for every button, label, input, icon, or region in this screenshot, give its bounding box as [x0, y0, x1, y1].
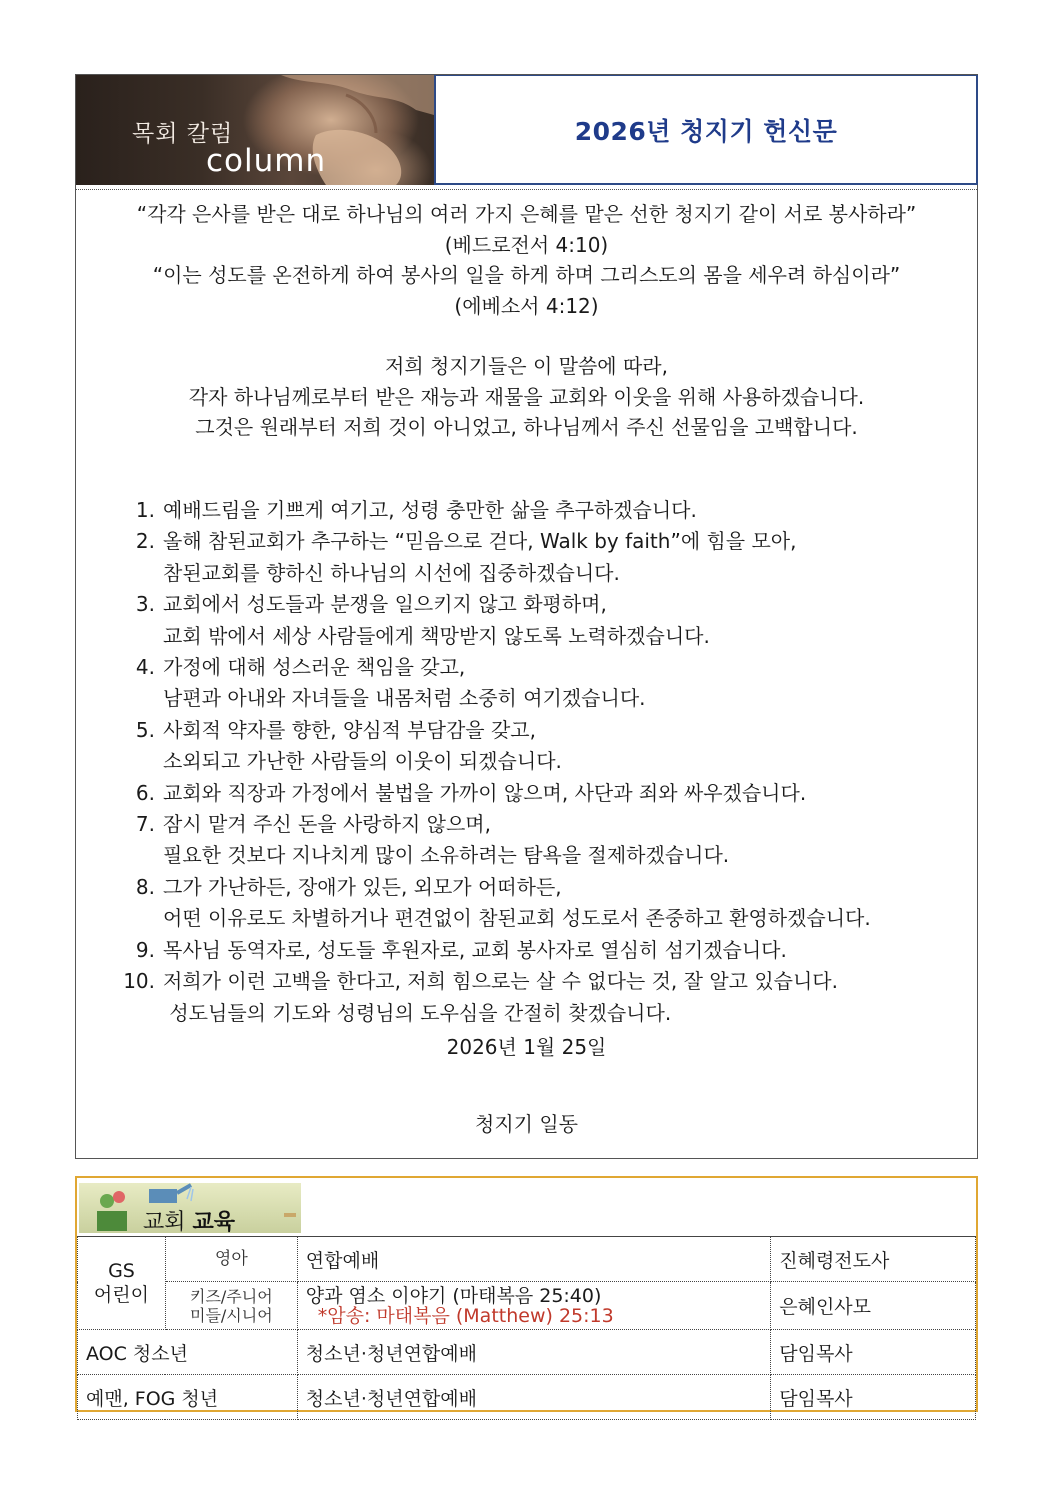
pledge-number: 8.	[135, 874, 155, 899]
pledge-item	[116, 526, 966, 557]
memory-verse: *암송: 마태복음 (Matthew) 25:13	[317, 1304, 614, 1327]
pledge-number: 3.	[135, 592, 155, 617]
pledge-item	[116, 935, 966, 966]
pledge-number: 5.	[135, 717, 155, 742]
education-table	[77, 1236, 976, 1420]
gs-children-group: GS 어린이	[78, 1237, 166, 1330]
pledge-number	[116, 683, 163, 714]
education-banner	[79, 1183, 301, 1233]
pledge-text: 성도님들의 기도와 성령님의 도우심을 간절히 찾겠습니다.	[163, 1000, 672, 1025]
pledge-number: 6.	[135, 780, 155, 805]
row3-content: 청소년·청년연합예배	[297, 1330, 770, 1375]
pledge-item	[116, 683, 966, 714]
pledge-item	[116, 589, 966, 620]
pledge-text: 교회에서 성도들과 분쟁을 일으키지 않고 화평하며,	[163, 592, 607, 617]
pledge-text: 사회적 약자를 향한, 양심적 부담감을 갖고,	[163, 717, 536, 742]
pledge-number: 10.	[123, 969, 155, 994]
banner-title-english: column	[206, 143, 327, 179]
row4-content: 청소년·청년연합예배	[297, 1375, 770, 1420]
intro-text	[76, 199, 977, 443]
intro-line-1: 저희 청지기들은 이 말씀에 따라,	[385, 354, 668, 378]
education-box	[75, 1176, 978, 1412]
pledge-number: 7.	[135, 812, 155, 837]
pledge-item	[116, 652, 966, 683]
column-box	[75, 74, 978, 1159]
pledge-number: 4.	[135, 655, 155, 680]
pledge-number: 1.	[135, 498, 155, 522]
verse-1: “각각 은사를 받은 대로 하나님의 여러 가지 은혜를 맡은 선한 청지기 같이 서로 봉사하라”	[136, 202, 917, 226]
page-title: 2026년 청지기 헌신문	[574, 116, 838, 146]
pledge-number	[116, 746, 163, 777]
pledge-text: 저희가 이런 고백을 한다고, 저희 힘으로는 살 수 없다는 것, 잘 알고 있습니다.	[163, 969, 838, 994]
row3-group: AOC 청소년	[78, 1330, 298, 1375]
pledge-text: 목사님 동역자로, 성도들 후원자로, 교회 봉사자로 열심히 섬기겠습니다.	[163, 937, 787, 962]
verse-1-reference: (베드로전서 4:10)	[444, 232, 609, 257]
pledge-item	[116, 778, 966, 809]
row4-leader: 담임목사	[771, 1375, 976, 1420]
pledge-text: 교회 밖에서 세상 사람들에게 책망받지 않도록 노력하겠습니다.	[163, 623, 710, 648]
title-cell	[434, 75, 978, 185]
pledge-text: 어떤 이유로도 차별하거나 편견없이 참된교회 성도로서 존중하고 환영하겠습니다.	[163, 906, 871, 931]
row3-leader: 담임목사	[771, 1330, 976, 1375]
row4-group: 예맨, FOG 청년	[78, 1375, 298, 1420]
pledge-text: 예배드림을 기쁘게 여기고, 성령 충만한 삶을 추구하겠습니다.	[163, 498, 697, 522]
pledge-text: 필요한 것보다 지나치게 많이 소유하려는 탐욕을 절제하겠습니다.	[163, 843, 730, 868]
pledge-number: 2.	[135, 529, 155, 554]
signature: 청지기 일동	[475, 1112, 578, 1136]
pledge-number	[116, 903, 163, 934]
pledge-number	[116, 558, 163, 589]
table-row	[78, 1237, 976, 1282]
pledge-text: 그가 가난하든, 장애가 있든, 외모가 어떠하든,	[163, 874, 562, 899]
pledge-item	[116, 903, 966, 934]
banner-title-korean: 목회 칼럼	[132, 121, 234, 147]
table-row	[78, 1375, 976, 1420]
table-row	[78, 1330, 976, 1375]
column-banner-image	[76, 75, 434, 185]
pledge-item	[116, 966, 966, 997]
pledge-item	[116, 872, 966, 903]
pledge-number	[116, 621, 163, 652]
pledge-number	[116, 998, 163, 1029]
pledge-text: 참된교회를 향하신 하나님의 시선에 집중하겠습니다.	[163, 560, 620, 585]
pledge-item	[116, 558, 966, 589]
row2-leader: 은혜인사모	[771, 1282, 976, 1330]
pledge-text: 올해 참된교회가 추구하는 “믿음으로 걷다, Walk by faith”에 힘을 모아,	[163, 529, 797, 554]
pledge-text: 남편과 아내와 자녀들을 내몸처럼 소중히 여기겠습니다.	[163, 686, 646, 711]
intro-line-3: 그것은 원래부터 저희 것이 아니었고, 하나님께서 주신 선물임을 고백합니다.	[195, 415, 858, 439]
row1-content: 연합예배	[297, 1237, 770, 1282]
pledge-item	[116, 840, 966, 871]
row2-subgroup: 키즈/주니어 미들/시니어	[165, 1282, 297, 1330]
verse-2-reference: (에베소서 4:12)	[454, 293, 599, 318]
column-header	[76, 75, 977, 185]
education-label: 교회 교육	[143, 1210, 236, 1233]
pledge-item	[116, 715, 966, 746]
pledge-list	[116, 495, 966, 1029]
pledge-number: 9.	[135, 937, 155, 962]
pledge-text: 교회와 직장과 가정에서 불법을 가까이 않으며, 사단과 죄와 싸우겠습니다.	[163, 780, 807, 805]
row1-leader: 진혜령전도사	[771, 1237, 976, 1282]
pledge-text: 잠시 맡겨 주신 돈을 사랑하지 않으며,	[163, 812, 491, 837]
pledge-item	[116, 998, 966, 1029]
pledge-text: 소외되고 가난한 사람들의 이웃이 되겠습니다.	[163, 749, 562, 774]
pledge-item	[116, 809, 966, 840]
row2-content: 양과 염소 이야기 (마태복음 25:40) *암송: 마태복음 (Matthew) 25:13	[297, 1282, 770, 1330]
pledge-text: 가정에 대해 성스러운 책임을 갖고,	[163, 655, 466, 680]
closing-date: 2026년 1월 25일	[446, 1035, 607, 1059]
pledge-item	[116, 621, 966, 652]
verse-2: “이는 성도를 온전하게 하여 봉사의 일을 하게 하며 그리스도의 몸을 세우려 하심이라”	[152, 263, 901, 287]
pledge-item	[116, 495, 966, 526]
divider	[76, 189, 977, 190]
row1-subgroup: 영아	[165, 1237, 297, 1282]
pledge-number	[116, 840, 163, 871]
pledge-item	[116, 746, 966, 777]
intro-line-2: 각자 하나님께로부터 받은 재능과 재물을 교회와 이웃을 위해 사용하겠습니다.	[188, 384, 865, 409]
table-row	[78, 1282, 976, 1330]
